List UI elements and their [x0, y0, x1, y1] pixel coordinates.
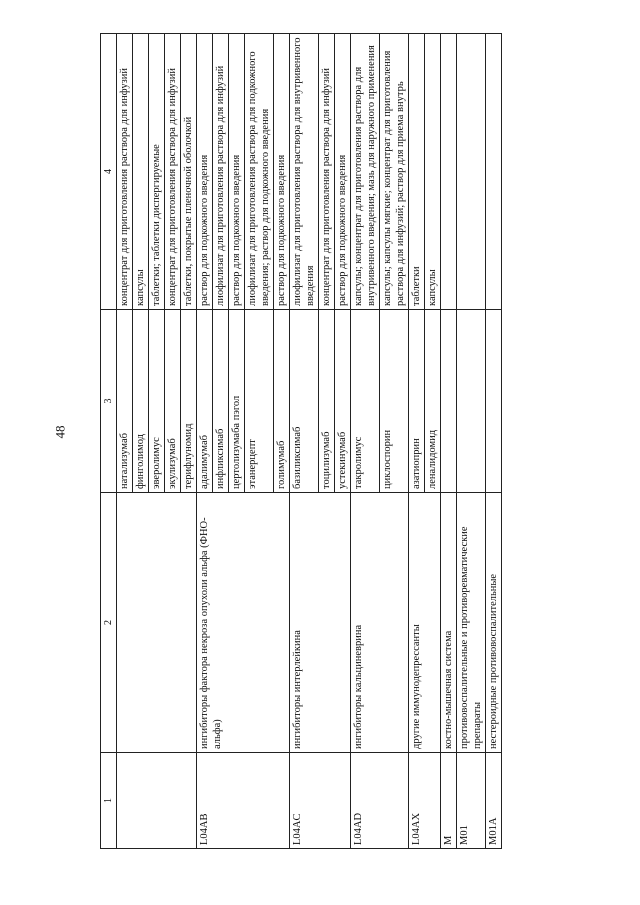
form-cell: таблетки: [409, 34, 425, 310]
drug-cell: тоцилизумаб: [319, 310, 335, 493]
header-col-3: 3: [101, 310, 117, 493]
drug-cell: эверолимус: [149, 310, 165, 493]
code-cell: [117, 753, 197, 849]
form-cell: раствор для подкожного введения: [197, 34, 213, 310]
table-row: [351, 34, 380, 849]
drug-cell: натализумаб: [117, 310, 133, 493]
group-cell: ингибиторы интерлейкина: [290, 493, 351, 753]
group-cell: [117, 493, 197, 753]
group-cell: другие иммунодепрессанты: [409, 493, 441, 753]
drug-cell: устекинумаб: [335, 310, 351, 493]
form-cell: лиофилизат для приготовления раствора для инфузий: [213, 34, 229, 310]
drug-cell: этанерцепт: [245, 310, 274, 493]
code-cell: M01A: [486, 753, 502, 849]
group-cell: костно-мышечная система: [441, 493, 457, 753]
code-cell: M: [441, 753, 457, 849]
drug-cell: азатиоприн: [409, 310, 425, 493]
table-row: [441, 34, 457, 849]
form-cell: капсулы; концентрат для приготовления раствора для внутривенного введения; мазь для наружного применения: [351, 34, 380, 310]
table-row: [197, 34, 213, 849]
code-cell: L04AX: [409, 753, 441, 849]
group-cell: противовоспалительные и противоревматические препараты: [457, 493, 486, 753]
drug-cell: цертолизумаба пэгол: [229, 310, 245, 493]
drug-cell: инфликсимаб: [213, 310, 229, 493]
drug-cell: базиликсимаб: [290, 310, 319, 493]
drug-cell: такролимус: [351, 310, 380, 493]
header-col-2: 2: [101, 493, 117, 753]
code-cell: L04AC: [290, 753, 351, 849]
drug-cell: [441, 310, 457, 493]
form-cell: таблетки; таблетки диспергируемые: [149, 34, 165, 310]
drug-cell: финголимод: [133, 310, 149, 493]
form-cell: капсулы; капсулы мягкие; концентрат для приготовления раствора для инфузий; раствор для приема внутрь: [380, 34, 409, 310]
form-cell: капсулы: [133, 34, 149, 310]
page-number: 48: [52, 425, 68, 439]
drug-cell: адалимумаб: [197, 310, 213, 493]
rotated-page: [100, 34, 623, 849]
form-cell: концентрат для приготовления раствора для инфузий: [117, 34, 133, 310]
form-cell: раствор для подкожного введения: [229, 34, 245, 310]
form-cell: лиофилизат для приготовления раствора для внутривенного введения: [290, 34, 319, 310]
drug-cell: циклоспорин: [380, 310, 409, 493]
drug-cell: [457, 310, 486, 493]
header-col-1: 1: [101, 753, 117, 849]
table-row: [457, 34, 486, 849]
header-row: [101, 34, 117, 849]
table-row: [409, 34, 425, 849]
drug-table: [100, 33, 502, 849]
form-cell: [486, 34, 502, 310]
form-cell: [457, 34, 486, 310]
code-cell: L04AD: [351, 753, 409, 849]
drug-cell: экулизумаб: [165, 310, 181, 493]
header-col-4: 4: [101, 34, 117, 310]
group-cell: ингибиторы кальциневрина: [351, 493, 409, 753]
form-cell: таблетки, покрытые пленочной оболочкой: [181, 34, 197, 310]
form-cell: концентрат для приготовления раствора для инфузий: [165, 34, 181, 310]
group-cell: нестероидные противовоспалительные: [486, 493, 502, 753]
group-cell: ингибиторы фактора некроза опухоли альфа (ФНО-альфа): [197, 493, 290, 753]
drug-cell: терифлуномид: [181, 310, 197, 493]
form-cell: раствор для подкожного введения: [335, 34, 351, 310]
drug-cell: [486, 310, 502, 493]
drug-cell: голимумаб: [274, 310, 290, 493]
code-cell: L04AB: [197, 753, 290, 849]
form-cell: раствор для подкожного введения: [274, 34, 290, 310]
form-cell: [441, 34, 457, 310]
form-cell: лиофилизат для приготовления раствора для подкожного введения; раствор для подкожного введения: [245, 34, 274, 310]
form-cell: капсулы: [425, 34, 441, 310]
table-row: [486, 34, 502, 849]
drug-cell: леналидомид: [425, 310, 441, 493]
table-row: [290, 34, 319, 849]
table-row: [117, 34, 133, 849]
form-cell: концентрат для приготовления раствора для инфузий: [319, 34, 335, 310]
code-cell: M01: [457, 753, 486, 849]
